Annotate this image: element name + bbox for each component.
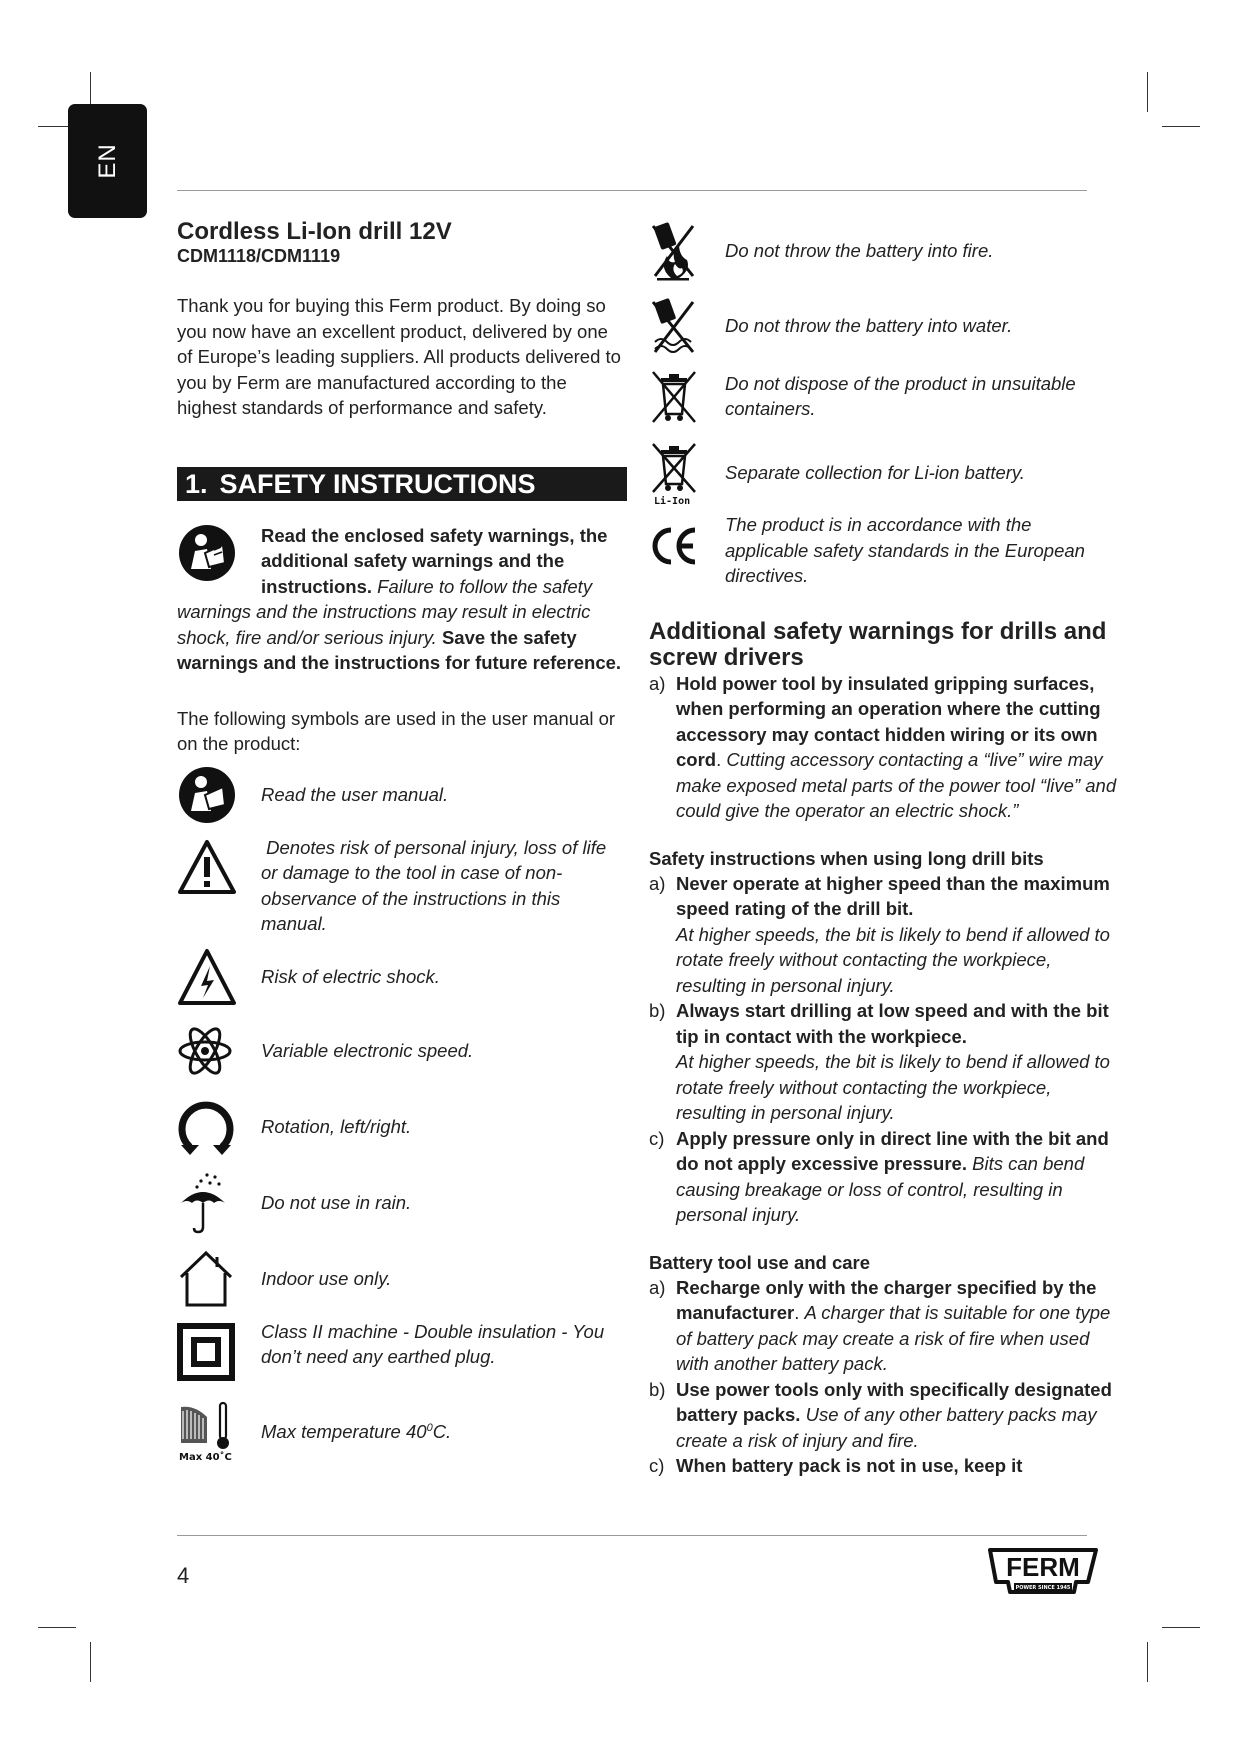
item-label: c) <box>649 1127 665 1149</box>
footer-rule <box>177 1535 1087 1536</box>
crossed-bin-icon <box>649 368 699 424</box>
drill-warnings-heading: Additional safety warnings for drills and screw drivers <box>649 617 1107 671</box>
model-number: CDM1118/CDM1119 <box>177 246 341 266</box>
symbol-text <box>261 1416 451 1445</box>
section-number: 1. <box>185 468 208 499</box>
item-label: a) <box>649 1276 666 1298</box>
symbol-text: Do not dispose of the product in unsuitable containers. <box>725 372 1076 419</box>
read-warning-italic: Failure to follow the safety warnings and the instructions may result in electric shock, fire and/or serious injury. <box>177 575 593 648</box>
symbol-row <box>649 296 1119 356</box>
list-item <box>649 1275 1119 1377</box>
crop-mark <box>1162 126 1200 127</box>
list-item <box>649 998 1119 1126</box>
item-bold: Use power tools only with specifically designated battery packs. <box>676 1378 1112 1425</box>
symbol-text: Separate collection for Li-ion battery. <box>725 462 1025 484</box>
max-temperature-icon <box>177 1399 235 1463</box>
symbols-intro: The following symbols are used in the user manual or on the product: <box>177 707 616 754</box>
item-italic: Bits can bend causing breakage or loss of control, resulting in personal injury. <box>676 1153 1085 1225</box>
symbol-row <box>177 1095 627 1159</box>
list-item <box>649 1453 1119 1479</box>
symbol-row <box>177 1247 627 1311</box>
symbol-text: Do not use in rain. <box>261 1191 412 1213</box>
item-italic: Use of any other battery packs may create a risk of injury and fire. <box>676 1404 1097 1451</box>
variable-speed-icon <box>177 1023 233 1079</box>
item-italic: At higher speeds, the bit is likely to bend if allowed to rotate freely without contacting the workpiece, resulting in personal injury. <box>676 1051 1110 1123</box>
item-normal: . <box>794 1302 805 1323</box>
li-ion-bin-icon <box>649 440 701 506</box>
item-italic: At higher speeds, the bit is likely to bend if allowed to rotate freely without contacting the workpiece, resulting in personal injury. <box>676 923 1110 996</box>
crop-mark <box>90 1642 91 1682</box>
read-manual-icon <box>177 765 237 825</box>
symbol-row <box>649 512 1119 589</box>
long-bits-heading: Safety instructions when using long drill bits <box>649 847 1044 869</box>
item-italic: Cutting accessory contacting a “live” wire may make exposed metal parts of the power tool “live” and could give the operator an electric shock.” <box>676 749 1117 821</box>
crop-mark <box>1147 1642 1148 1682</box>
language-code: EN <box>93 143 121 179</box>
warning-triangle-icon <box>177 839 237 895</box>
symbol-text: Read the user manual. <box>261 783 449 805</box>
item-bold: Apply pressure only in direct line with the bit and do not apply excessive pressure. <box>676 1127 1109 1174</box>
max-temp-unit: C. <box>432 1421 452 1443</box>
li-ion-label: Li-Ion <box>654 496 691 506</box>
ferm-logo <box>988 1546 1098 1596</box>
symbol-text: Do not throw the battery into water. <box>725 315 1013 337</box>
list-item <box>649 871 1119 999</box>
left-column <box>177 218 627 1463</box>
symbol-row <box>177 1319 627 1381</box>
ce-mark-icon <box>649 524 701 568</box>
item-italic: A charger that is suitable for one type of battery pack may create a risk of fire when used with another battery pack. <box>676 1302 1111 1374</box>
crop-mark <box>1147 72 1148 112</box>
list-item <box>649 1126 1119 1228</box>
read-warning-bold: Read the enclosed safety warnings, the additional safety warnings and the instructions. <box>261 524 608 597</box>
symbol-row <box>177 1399 627 1463</box>
symbol-text: Do not throw the battery into fire. <box>725 240 994 262</box>
item-label: b) <box>649 1378 666 1400</box>
logo-text: FERM <box>1006 1552 1080 1582</box>
electric-shock-icon <box>177 948 237 1006</box>
battery-care-heading: Battery tool use and care <box>649 1251 871 1273</box>
item-label: c) <box>649 1455 665 1476</box>
section-heading <box>177 467 627 501</box>
symbol-text: Variable electronic speed. <box>261 1039 474 1061</box>
item-bold: Recharge only with the charger specified by the manufacturer <box>676 1276 1097 1323</box>
header-rule <box>177 190 1087 191</box>
item-label: a) <box>649 672 666 694</box>
no-water-icon <box>649 296 699 356</box>
section-title: SAFETY INSTRUCTIONS <box>219 468 536 499</box>
logo-tagline: POWER SINCE 1945 <box>1015 1585 1071 1591</box>
item-normal: . <box>716 749 727 770</box>
item-bold: When battery pack is not in use, keep it <box>676 1455 1023 1476</box>
symbol-row <box>177 1019 627 1083</box>
max-temp-superscript: 0 <box>426 1422 433 1435</box>
symbol-row <box>649 220 1119 282</box>
symbol-text: The product is in accordance with the applicable safety standards in the European directives. <box>725 514 1085 586</box>
list-item <box>649 1377 1119 1454</box>
symbol-text: Class II machine - Double insulation - You don’t need any earthed plug. <box>261 1320 605 1367</box>
no-rain-icon <box>177 1171 233 1235</box>
language-tab <box>68 104 147 218</box>
page-title: Cordless Li-Ion drill 12V <box>177 218 452 245</box>
read-warnings-block <box>177 523 627 676</box>
page-number: 4 <box>177 1563 190 1588</box>
item-label: b) <box>649 1000 666 1021</box>
max-temp-label: Max 40˚C <box>179 1451 232 1463</box>
symbol-row <box>177 763 627 827</box>
symbol-text: Rotation, left/right. <box>261 1115 412 1137</box>
rotation-icon <box>177 1097 235 1157</box>
symbol-row <box>649 440 1119 506</box>
symbol-row <box>177 945 627 1009</box>
no-fire-icon <box>649 220 697 282</box>
symbol-row <box>177 1171 627 1235</box>
intro-paragraph: Thank you for buying this Ferm product. By doing so you now have an excellent product, delivered by one of Europe’s leading suppliers. All products delivered to you by Ferm are manufactured according to the highest standards of performance and safety. <box>177 295 621 418</box>
indoor-house-icon <box>177 1249 235 1309</box>
item-bold: Never operate at higher speed than the maximum speed rating of the drill bit. <box>676 872 1110 919</box>
max-temp-text: Max temperature 40 <box>261 1421 427 1443</box>
read-warning-save: Save the safety warnings and the instructions for future reference. <box>177 626 622 673</box>
symbol-text: Denotes risk of personal injury, loss of life or damage to the tool in case of non-observance of the instructions in this manual. <box>261 836 612 934</box>
symbol-row <box>177 835 627 937</box>
double-insulation-icon <box>177 1323 235 1381</box>
read-manual-icon <box>177 523 237 583</box>
item-bold: Hold power tool by insulated gripping surfaces, when performing an operation where the cutting accessory may contact hidden wiring or its own cord <box>676 672 1101 770</box>
right-column <box>649 220 1119 1479</box>
symbol-row <box>649 366 1119 426</box>
crop-mark <box>1162 1627 1200 1628</box>
crop-mark <box>38 1627 76 1628</box>
item-bold: Always start drilling at low speed and with the bit tip in contact with the workpiece. <box>676 1000 1109 1047</box>
item-label: a) <box>649 872 666 894</box>
symbol-text: Risk of electric shock. <box>261 965 440 987</box>
list-item <box>649 671 1119 824</box>
symbol-text: Indoor use only. <box>261 1267 392 1289</box>
